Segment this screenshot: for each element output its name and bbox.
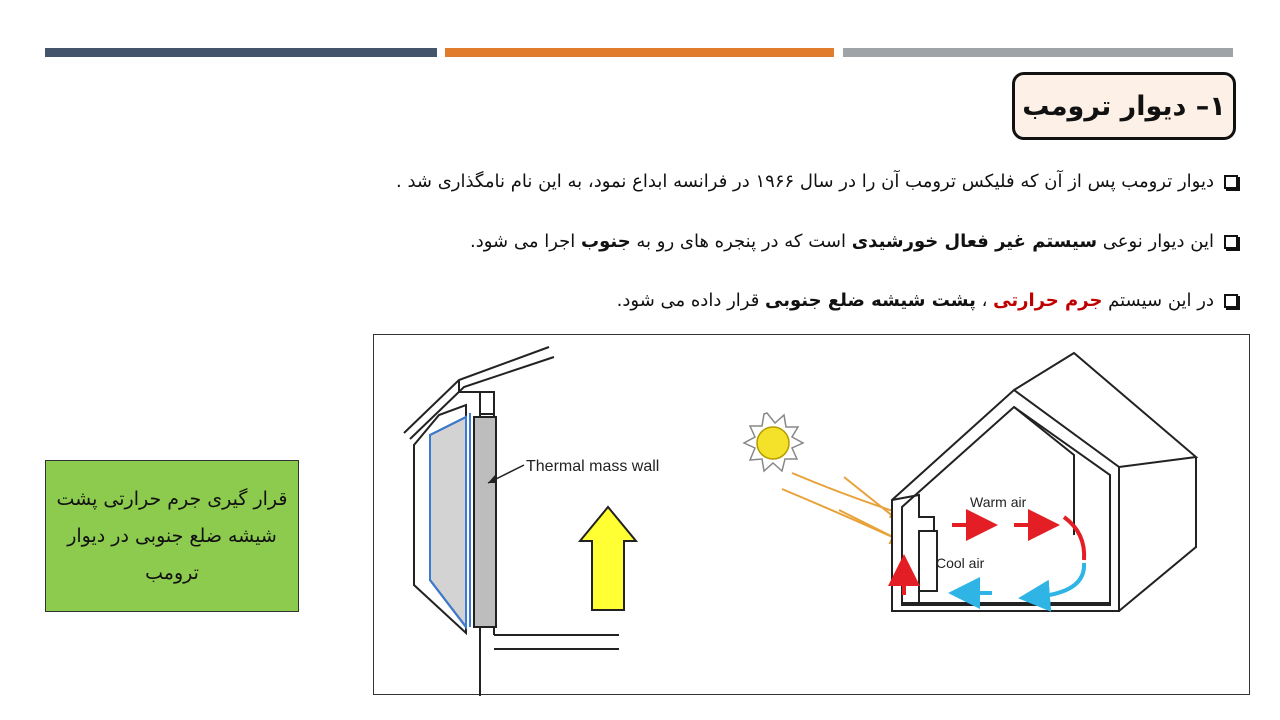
bullet-2-part: است که در پنجره های رو به <box>630 231 852 252</box>
header-bar-gray <box>843 48 1233 57</box>
up-arrow-icon <box>580 507 636 610</box>
bullet-3-text <box>617 290 1214 311</box>
house-drawing <box>892 353 1196 611</box>
bullet-2 <box>470 231 1238 252</box>
bullet-1 <box>396 171 1238 192</box>
slide-title <box>1012 72 1236 140</box>
header-bar-dark <box>45 48 437 57</box>
green-callout-text: قرار گیری جرم حرارتی پشت شیشه ضلع جنوبی در دیوار ترومب <box>56 487 288 584</box>
checkbox-bullet-icon <box>1224 235 1238 249</box>
bullet-1-text: دیوار ترومب پس از آن که فلیکس ترومب آن را در سال ۱۹۶۶ در فرانسه ابداع نمود، به این نام نامگذاری شد . <box>396 171 1214 192</box>
green-callout-box <box>45 460 299 612</box>
sun-ray-2 <box>782 489 899 540</box>
checkbox-bullet-icon <box>1224 175 1238 189</box>
bullet-2-bold: جنوب <box>580 231 631 252</box>
bullet-2-bold: سیستم غیر فعال خورشیدی <box>851 231 1098 252</box>
thermal-mass-label: Thermal mass wall <box>526 458 660 475</box>
trombe-wall-diagram <box>373 334 1250 695</box>
bullet-3-part: قرار داده می شود. <box>616 290 766 311</box>
checkbox-bullet-icon <box>1224 294 1238 308</box>
slide-title-text: ۱– دیوار ترومب <box>1022 90 1226 122</box>
thermal-mass-wall <box>474 417 496 627</box>
sun-icon <box>744 413 803 471</box>
bullet-3 <box>617 290 1238 311</box>
header-bar-orange <box>445 48 834 57</box>
bullet-2-text <box>470 231 1214 252</box>
bullet-3-bold: پشت شیشه ضلع جنوبی <box>765 290 976 311</box>
bullet-3-part: ، <box>975 290 994 311</box>
bullet-3-red-bold: جرم حرارتی <box>993 290 1103 311</box>
cool-air-label: Cool air <box>936 555 985 571</box>
bullet-2-part: این دیوار نوعی <box>1097 231 1214 252</box>
bullet-2-part: اجرا می شود. <box>469 231 581 252</box>
warm-air-label: Warm air <box>970 494 1027 510</box>
bullet-3-part: در این سیستم <box>1102 290 1214 311</box>
trombe-wall-svg <box>374 335 1251 696</box>
